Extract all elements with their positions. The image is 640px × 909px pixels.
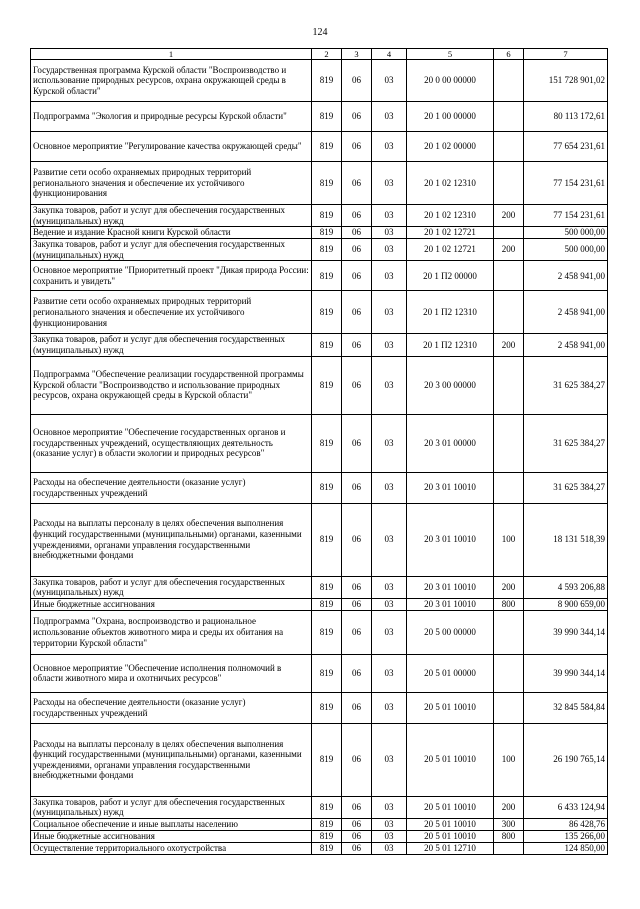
row-target-item-cell: 20 5 01 10010 <box>407 796 494 818</box>
table-row <box>31 414 608 472</box>
row-name-cell: Подпрограмма "Обеспечение реализации государственной программы Курской области "Воспроизводство и использование природных ресурсов, охрана окружающей среды в Курской области" <box>31 356 312 414</box>
row-subsection-cell: 03 <box>372 723 407 796</box>
row-amount-cell: 4 593 206,88 <box>524 576 608 598</box>
header-cell-5: 5 <box>407 49 494 60</box>
row-name-cell: Закупка товаров, работ и услуг для обеспечения государственных (муниципальных) нужд <box>31 576 312 598</box>
row-name-cell: Расходы на обеспечение деятельности (оказание услуг) государственных учреждений <box>31 472 312 503</box>
header-cell-6: 6 <box>494 49 524 60</box>
row-name-cell: Закупка товаров, работ и услуг для обеспечения государственных (муниципальных) нужд <box>31 334 312 356</box>
row-expense-type-cell <box>494 60 524 102</box>
row-section-cell: 06 <box>342 227 372 239</box>
row-name-cell: Иные бюджетные ассигнования <box>31 830 312 842</box>
row-expense-type-cell <box>494 291 524 334</box>
row-target-item-cell: 20 3 00 00000 <box>407 356 494 414</box>
row-target-item-cell: 20 5 01 10010 <box>407 830 494 842</box>
row-expense-type-cell <box>494 692 524 723</box>
row-target-item-cell: 20 5 01 12710 <box>407 842 494 854</box>
row-amount-cell: 151 728 901,02 <box>524 60 608 102</box>
row-section-cell: 06 <box>342 414 372 472</box>
row-name-cell: Закупка товаров, работ и услуг для обеспечения государственных (муниципальных) нужд <box>31 239 312 261</box>
row-expense-type-cell: 800 <box>494 598 524 610</box>
row-subsection-cell: 03 <box>372 261 407 291</box>
row-expense-type-cell: 200 <box>494 205 524 227</box>
row-amount-cell: 77 154 231,61 <box>524 162 608 205</box>
row-subsection-cell: 03 <box>372 842 407 854</box>
row-amount-cell: 2 458 941,00 <box>524 261 608 291</box>
row-amount-cell: 18 131 518,39 <box>524 503 608 576</box>
row-grbs-cell: 819 <box>312 356 342 414</box>
table-row <box>31 576 608 598</box>
row-grbs-cell: 819 <box>312 654 342 692</box>
row-expense-type-cell: 200 <box>494 334 524 356</box>
row-amount-cell: 86 428,76 <box>524 818 608 830</box>
table-row <box>31 205 608 227</box>
row-target-item-cell: 20 5 01 00000 <box>407 654 494 692</box>
row-target-item-cell: 20 3 01 10010 <box>407 576 494 598</box>
row-grbs-cell: 819 <box>312 818 342 830</box>
row-grbs-cell: 819 <box>312 132 342 162</box>
row-section-cell: 06 <box>342 576 372 598</box>
row-section-cell: 06 <box>342 356 372 414</box>
row-expense-type-cell <box>494 356 524 414</box>
row-expense-type-cell <box>494 162 524 205</box>
table-row <box>31 239 608 261</box>
table-row <box>31 291 608 334</box>
row-subsection-cell: 03 <box>372 654 407 692</box>
row-target-item-cell: 20 0 00 00000 <box>407 60 494 102</box>
row-grbs-cell: 819 <box>312 610 342 654</box>
row-target-item-cell: 20 1 П2 12310 <box>407 291 494 334</box>
row-amount-cell: 135 266,00 <box>524 830 608 842</box>
header-cell-3: 3 <box>342 49 372 60</box>
row-target-item-cell: 20 1 02 12310 <box>407 162 494 205</box>
row-target-item-cell: 20 3 01 10010 <box>407 598 494 610</box>
row-section-cell: 06 <box>342 503 372 576</box>
row-amount-cell: 124 850,00 <box>524 842 608 854</box>
row-subsection-cell: 03 <box>372 356 407 414</box>
row-amount-cell: 500 000,00 <box>524 227 608 239</box>
header-cell-7: 7 <box>524 49 608 60</box>
row-name-cell: Государственная программа Курской области "Воспроизводство и использование природных ресурсов, охрана окружающей среды в Курской области" <box>31 60 312 102</box>
row-target-item-cell: 20 1 00 00000 <box>407 102 494 132</box>
row-section-cell: 06 <box>342 162 372 205</box>
table-row <box>31 60 608 102</box>
row-expense-type-cell <box>494 132 524 162</box>
header-cell-4: 4 <box>372 49 407 60</box>
row-amount-cell: 31 625 384,27 <box>524 356 608 414</box>
row-section-cell: 06 <box>342 102 372 132</box>
row-grbs-cell: 819 <box>312 414 342 472</box>
header-cell-2: 2 <box>312 49 342 60</box>
row-expense-type-cell <box>494 842 524 854</box>
row-subsection-cell: 03 <box>372 414 407 472</box>
row-subsection-cell: 03 <box>372 205 407 227</box>
row-target-item-cell: 20 5 01 10010 <box>407 723 494 796</box>
table-row <box>31 162 608 205</box>
row-target-item-cell: 20 1 П2 12310 <box>407 334 494 356</box>
row-subsection-cell: 03 <box>372 692 407 723</box>
row-section-cell: 06 <box>342 818 372 830</box>
row-amount-cell: 80 113 172,61 <box>524 102 608 132</box>
row-amount-cell: 39 990 344,14 <box>524 610 608 654</box>
row-grbs-cell: 819 <box>312 205 342 227</box>
row-name-cell: Иные бюджетные ассигнования <box>31 598 312 610</box>
row-section-cell: 06 <box>342 472 372 503</box>
row-name-cell: Подпрограмма "Экология и природные ресурсы Курской области" <box>31 102 312 132</box>
row-name-cell: Основное мероприятие "Приоритетный проект "Дикая природа России: сохранить и увидеть" <box>31 261 312 291</box>
row-target-item-cell: 20 5 01 10010 <box>407 692 494 723</box>
row-grbs-cell: 819 <box>312 576 342 598</box>
table-row <box>31 334 608 356</box>
row-grbs-cell: 819 <box>312 692 342 723</box>
row-subsection-cell: 03 <box>372 830 407 842</box>
row-name-cell: Основное мероприятие "Регулирование качества окружающей среды" <box>31 132 312 162</box>
row-name-cell: Расходы на обеспечение деятельности (оказание услуг) государственных учреждений <box>31 692 312 723</box>
row-name-cell: Ведение и издание Красной книги Курской области <box>31 227 312 239</box>
row-target-item-cell: 20 3 01 00000 <box>407 414 494 472</box>
row-amount-cell: 77 654 231,61 <box>524 132 608 162</box>
row-name-cell: Подпрограмма "Охрана, воспроизводство и рациональное использование объектов животного мира и среды их обитания на территории Курской области" <box>31 610 312 654</box>
budget-table <box>30 48 608 855</box>
row-name-cell: Расходы на выплаты персоналу в целях обеспечения выполнения функций государственными (муниципальными) органами, казенными учреждениями, органами управления государственными внебюджетными фондами <box>31 503 312 576</box>
row-target-item-cell: 20 1 02 12310 <box>407 205 494 227</box>
page-number: 124 <box>312 27 328 38</box>
row-subsection-cell: 03 <box>372 60 407 102</box>
row-subsection-cell: 03 <box>372 503 407 576</box>
row-name-cell: Развитие сети особо охраняемых природных территорий регионального значения и обеспечение их устойчивого функционирования <box>31 162 312 205</box>
row-section-cell: 06 <box>342 132 372 162</box>
row-subsection-cell: 03 <box>372 162 407 205</box>
row-name-cell: Развитие сети особо охраняемых природных территорий регионального значения и обеспечение их устойчивого функционирования <box>31 291 312 334</box>
row-expense-type-cell <box>494 261 524 291</box>
table-row <box>31 102 608 132</box>
row-expense-type-cell: 100 <box>494 723 524 796</box>
row-grbs-cell: 819 <box>312 842 342 854</box>
row-subsection-cell: 03 <box>372 132 407 162</box>
row-amount-cell: 26 190 765,14 <box>524 723 608 796</box>
row-target-item-cell: 20 3 01 10010 <box>407 472 494 503</box>
row-target-item-cell: 20 5 01 10010 <box>407 818 494 830</box>
row-name-cell: Расходы на выплаты персоналу в целях обеспечения выполнения функций государственными (муниципальными) органами, казенными учреждениями, органами управления государственными внебюджетными фондами <box>31 723 312 796</box>
row-amount-cell: 39 990 344,14 <box>524 654 608 692</box>
row-amount-cell: 2 458 941,00 <box>524 291 608 334</box>
row-subsection-cell: 03 <box>372 102 407 132</box>
row-amount-cell: 6 433 124,94 <box>524 796 608 818</box>
row-section-cell: 06 <box>342 598 372 610</box>
row-amount-cell: 31 625 384,27 <box>524 472 608 503</box>
row-grbs-cell: 819 <box>312 60 342 102</box>
row-section-cell: 06 <box>342 723 372 796</box>
row-grbs-cell: 819 <box>312 261 342 291</box>
row-expense-type-cell: 200 <box>494 239 524 261</box>
table-row <box>31 830 608 842</box>
row-amount-cell: 32 845 584,84 <box>524 692 608 723</box>
row-subsection-cell: 03 <box>372 796 407 818</box>
row-amount-cell: 77 154 231,61 <box>524 205 608 227</box>
table-row <box>31 723 608 796</box>
table-row <box>31 261 608 291</box>
row-expense-type-cell <box>494 414 524 472</box>
row-expense-type-cell <box>494 654 524 692</box>
row-grbs-cell: 819 <box>312 162 342 205</box>
row-amount-cell: 500 000,00 <box>524 239 608 261</box>
table-row <box>31 610 608 654</box>
table-row <box>31 654 608 692</box>
row-name-cell: Закупка товаров, работ и услуг для обеспечения государственных (муниципальных) нужд <box>31 796 312 818</box>
row-subsection-cell: 03 <box>372 239 407 261</box>
row-target-item-cell: 20 1 02 12721 <box>407 227 494 239</box>
table-row <box>31 472 608 503</box>
table-row <box>31 356 608 414</box>
row-section-cell: 06 <box>342 60 372 102</box>
row-amount-cell: 31 625 384,27 <box>524 414 608 472</box>
row-subsection-cell: 03 <box>372 291 407 334</box>
row-grbs-cell: 819 <box>312 796 342 818</box>
row-name-cell: Основное мероприятие "Обеспечение исполнения полномочий в области животного мира и охотничьих ресурсов" <box>31 654 312 692</box>
row-section-cell: 06 <box>342 654 372 692</box>
row-target-item-cell: 20 1 П2 00000 <box>407 261 494 291</box>
row-grbs-cell: 819 <box>312 239 342 261</box>
table-row <box>31 598 608 610</box>
row-expense-type-cell: 200 <box>494 796 524 818</box>
row-section-cell: 06 <box>342 291 372 334</box>
row-grbs-cell: 819 <box>312 598 342 610</box>
row-grbs-cell: 819 <box>312 102 342 132</box>
row-name-cell: Осуществление территориального охотустройства <box>31 842 312 854</box>
table-row <box>31 503 608 576</box>
row-section-cell: 06 <box>342 842 372 854</box>
row-grbs-cell: 819 <box>312 334 342 356</box>
row-expense-type-cell: 300 <box>494 818 524 830</box>
table-row <box>31 227 608 239</box>
row-name-cell: Основное мероприятие "Обеспечение государственных органов и государственных учреждений, осуществляющих деятельность (оказание услуг) в области экологии и природных ресурсов" <box>31 414 312 472</box>
table-row <box>31 842 608 854</box>
row-subsection-cell: 03 <box>372 610 407 654</box>
row-subsection-cell: 03 <box>372 598 407 610</box>
row-target-item-cell: 20 1 02 00000 <box>407 132 494 162</box>
row-grbs-cell: 819 <box>312 723 342 796</box>
row-expense-type-cell: 800 <box>494 830 524 842</box>
row-section-cell: 06 <box>342 610 372 654</box>
row-section-cell: 06 <box>342 692 372 723</box>
row-amount-cell: 8 900 659,00 <box>524 598 608 610</box>
row-expense-type-cell: 200 <box>494 576 524 598</box>
row-grbs-cell: 819 <box>312 472 342 503</box>
row-grbs-cell: 819 <box>312 503 342 576</box>
row-target-item-cell: 20 5 00 00000 <box>407 610 494 654</box>
row-name-cell: Социальное обеспечение и иные выплаты населению <box>31 818 312 830</box>
row-target-item-cell: 20 1 02 12721 <box>407 239 494 261</box>
row-grbs-cell: 819 <box>312 291 342 334</box>
table-row <box>31 796 608 818</box>
row-section-cell: 06 <box>342 205 372 227</box>
row-section-cell: 06 <box>342 334 372 356</box>
row-subsection-cell: 03 <box>372 227 407 239</box>
row-subsection-cell: 03 <box>372 472 407 503</box>
row-grbs-cell: 819 <box>312 227 342 239</box>
row-subsection-cell: 03 <box>372 818 407 830</box>
row-section-cell: 06 <box>342 796 372 818</box>
row-section-cell: 06 <box>342 239 372 261</box>
table-row <box>31 132 608 162</box>
row-amount-cell: 2 458 941,00 <box>524 334 608 356</box>
header-cell-1: 1 <box>31 49 312 60</box>
row-expense-type-cell <box>494 227 524 239</box>
table-header-row <box>31 49 608 60</box>
row-subsection-cell: 03 <box>372 334 407 356</box>
table-row <box>31 818 608 830</box>
row-grbs-cell: 819 <box>312 830 342 842</box>
row-expense-type-cell <box>494 102 524 132</box>
row-expense-type-cell <box>494 610 524 654</box>
row-expense-type-cell <box>494 472 524 503</box>
table-row <box>31 692 608 723</box>
row-name-cell: Закупка товаров, работ и услуг для обеспечения государственных (муниципальных) нужд <box>31 205 312 227</box>
budget-table-body <box>31 49 608 855</box>
row-section-cell: 06 <box>342 261 372 291</box>
row-target-item-cell: 20 3 01 10010 <box>407 503 494 576</box>
row-subsection-cell: 03 <box>372 576 407 598</box>
row-expense-type-cell: 100 <box>494 503 524 576</box>
row-section-cell: 06 <box>342 830 372 842</box>
